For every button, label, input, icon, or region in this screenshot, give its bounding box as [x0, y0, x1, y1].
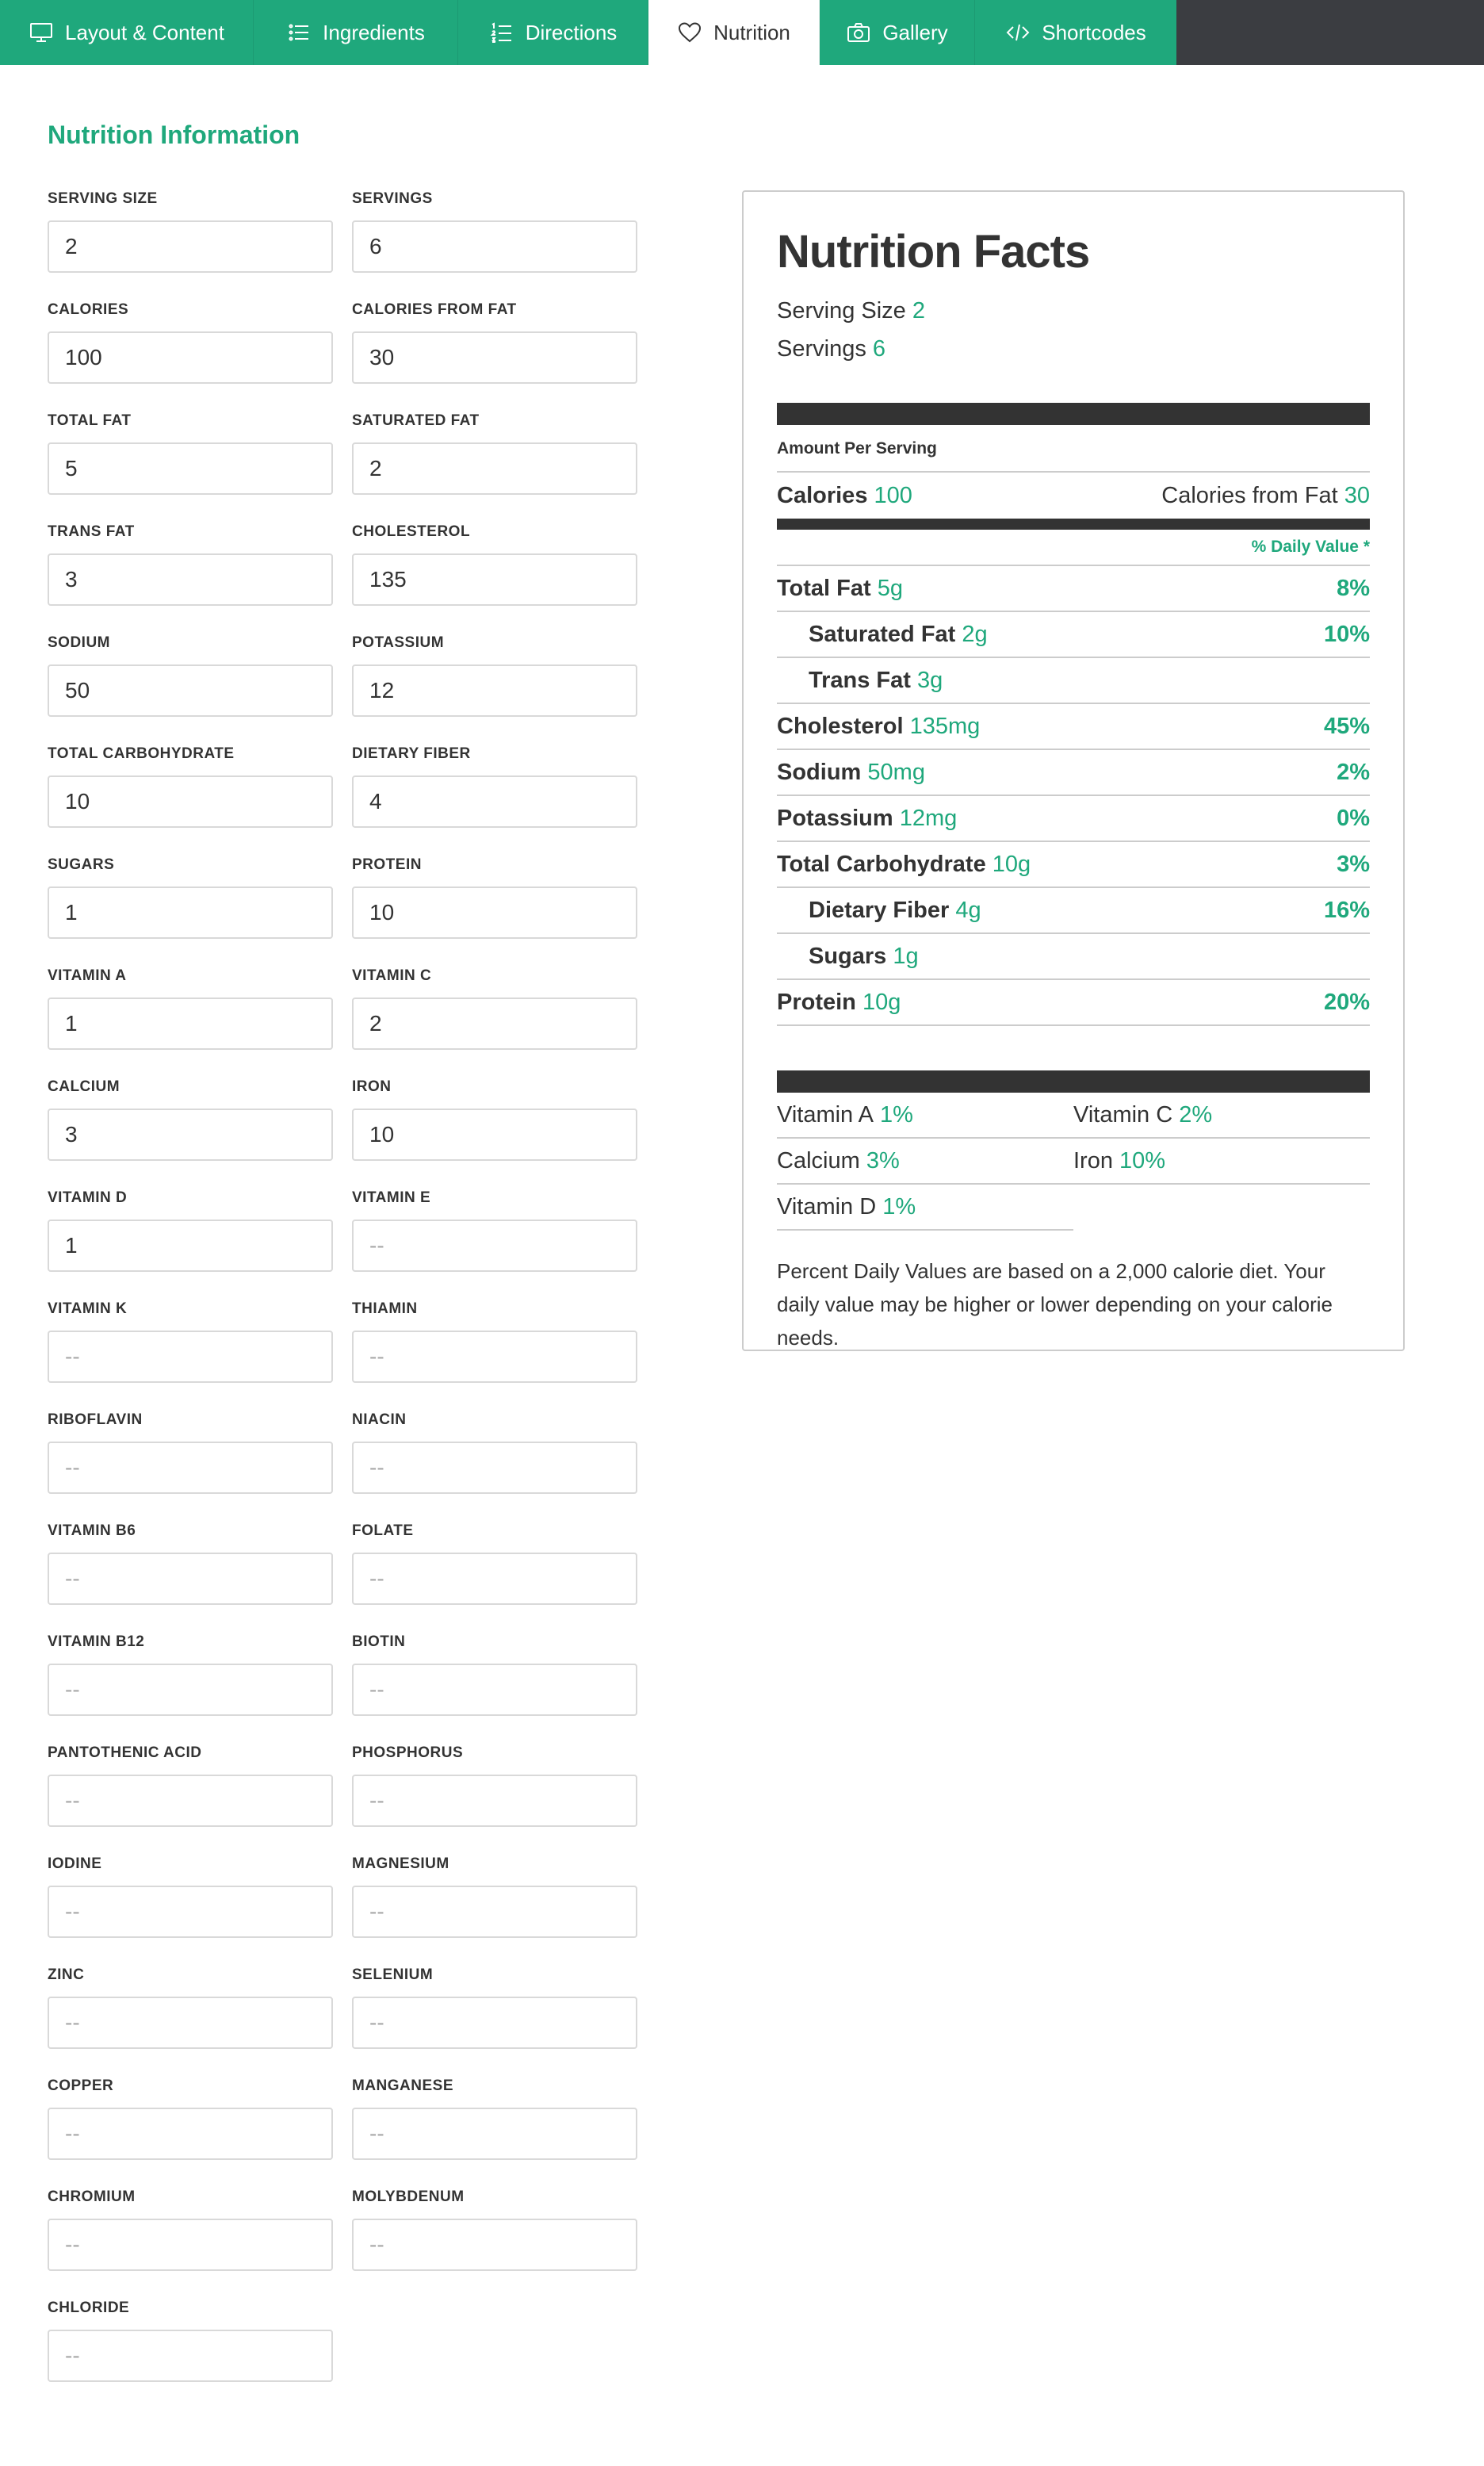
tab-label: Shortcodes — [1042, 20, 1146, 44]
field-label: CALORIES FROM FAT — [352, 301, 517, 318]
field-label: ZINC — [48, 1966, 85, 1983]
vitamin-cell — [1073, 1139, 1370, 1185]
thick-divider — [777, 1070, 1370, 1093]
nutrient-name: Saturated Fat — [809, 621, 956, 647]
camera-icon — [846, 20, 871, 45]
amount-per-serving: Amount Per Serving — [777, 425, 1370, 473]
nutrient-amount: 10g — [862, 989, 901, 1015]
nutrient-row — [777, 658, 1370, 704]
nutrient-amount: 12mg — [899, 805, 958, 831]
magnesium-input[interactable] — [352, 1886, 637, 1938]
field-riboflavin — [48, 1407, 333, 1518]
field-label: FOLATE — [352, 1522, 414, 1539]
field-pantothenic-acid — [48, 1740, 333, 1851]
field-zinc — [48, 1962, 333, 2073]
field-niacin — [352, 1407, 637, 1518]
nutrient-rows — [777, 566, 1370, 1026]
nutrient-daily-value: 45% — [1323, 713, 1370, 739]
tab-directions[interactable] — [458, 0, 648, 65]
field-selenium — [352, 1962, 637, 2073]
field-label: MANGANESE — [352, 2077, 454, 2094]
calories-from-fat-input[interactable] — [352, 331, 637, 384]
vitamin-cell — [777, 1093, 1073, 1139]
field-manganese — [352, 2073, 637, 2184]
field-serving-size — [48, 186, 333, 297]
vitamin-cell — [1073, 1093, 1370, 1139]
field-sodium — [48, 630, 333, 741]
nutrient-daily-value: 20% — [1323, 989, 1370, 1015]
servings-label: Servings — [777, 336, 866, 362]
field-label: VITAMIN K — [48, 1300, 128, 1317]
saturated-fat-input[interactable] — [352, 442, 637, 495]
potassium-input[interactable] — [352, 664, 637, 717]
field-label: MOLYBDENUM — [352, 2188, 465, 2205]
field-magnesium — [352, 1851, 637, 1962]
vitamin-c-input[interactable] — [352, 998, 637, 1050]
field-protein — [352, 852, 637, 963]
field-label: CHOLESTEROL — [352, 523, 471, 540]
tab-label: Ingredients — [323, 20, 425, 44]
nutrient-daily-value: 0% — [1337, 805, 1370, 831]
serving-size-value: 2 — [912, 298, 926, 324]
numbered-list-icon — [489, 20, 514, 45]
field-vitamin-b6 — [48, 1518, 333, 1629]
vitamin-value: 1% — [882, 1193, 916, 1220]
monitor-icon — [29, 20, 54, 45]
field-label: SERVINGS — [352, 190, 433, 207]
servings-line — [777, 330, 1370, 368]
servings-value: 6 — [872, 336, 886, 362]
vitamin-grid — [777, 1093, 1370, 1231]
field-molybdenum — [352, 2184, 637, 2295]
field-servings — [352, 186, 637, 297]
nutrient-row — [777, 566, 1370, 612]
field-calories — [48, 297, 333, 408]
selenium-input[interactable] — [352, 1997, 637, 2049]
biotin-input[interactable] — [352, 1664, 637, 1716]
tab-bar — [0, 0, 1484, 65]
calories-value: 100 — [874, 482, 912, 508]
field-label: CHROMIUM — [48, 2188, 136, 2205]
dietary-fiber-input[interactable] — [352, 775, 637, 828]
field-label: VITAMIN C — [352, 967, 432, 984]
nutrient-name: Potassium — [777, 805, 893, 831]
field-thiamin — [352, 1296, 637, 1407]
nutrient-daily-value: 3% — [1337, 851, 1370, 877]
field-vitamin-e — [352, 1185, 637, 1296]
vitamin-cell — [777, 1185, 1073, 1231]
serving-size-line — [777, 292, 1370, 330]
molybdenum-input[interactable] — [352, 2219, 637, 2271]
nutrient-amount: 135mg — [909, 713, 981, 739]
niacin-input[interactable] — [352, 1442, 637, 1494]
nutrient-amount: 5g — [877, 575, 904, 601]
chloride-input[interactable] — [48, 2330, 333, 2382]
folate-input[interactable] — [352, 1553, 637, 1605]
tab-label: Gallery — [882, 20, 948, 44]
field-trans-fat — [48, 519, 333, 630]
calories-input[interactable] — [48, 331, 333, 384]
nutrient-name: Sugars — [809, 943, 887, 969]
vitamin-name: Iron — [1073, 1147, 1113, 1174]
field-label: BIOTIN — [352, 1633, 406, 1650]
field-folate — [352, 1518, 637, 1629]
tab-layout-content[interactable] — [0, 0, 254, 65]
nutrient-name: Cholesterol — [777, 713, 904, 739]
nutrient-row — [777, 704, 1370, 750]
tab-shortcodes[interactable] — [975, 0, 1176, 65]
servings-input[interactable] — [352, 220, 637, 273]
field-chloride — [48, 2295, 333, 2406]
heart-icon — [677, 20, 702, 45]
field-total-carbohydrate — [48, 741, 333, 852]
vitamin-value: 10% — [1119, 1147, 1166, 1174]
nutrient-amount: 10g — [992, 851, 1031, 877]
field-chromium — [48, 2184, 333, 2295]
field-sugars — [48, 852, 333, 963]
calories-row — [777, 473, 1370, 519]
field-biotin — [352, 1629, 637, 1740]
nutrient-daily-value: 16% — [1323, 897, 1370, 923]
chromium-input[interactable] — [48, 2219, 333, 2271]
nutrient-amount: 50mg — [867, 759, 925, 785]
nutrient-name: Sodium — [777, 759, 862, 785]
field-saturated-fat — [352, 408, 637, 519]
field-label: TOTAL FAT — [48, 412, 132, 429]
vitamin-k-input[interactable] — [48, 1331, 333, 1383]
field-label: SODIUM — [48, 634, 110, 651]
vitamin-value: 3% — [866, 1147, 900, 1174]
pantothenic-acid-input[interactable] — [48, 1775, 333, 1827]
field-label: IODINE — [48, 1855, 102, 1872]
vitamin-name: Calcium — [777, 1147, 860, 1174]
field-label: THIAMIN — [352, 1300, 418, 1317]
copper-input[interactable] — [48, 2108, 333, 2160]
field-label: VITAMIN E — [352, 1189, 431, 1206]
vitamin-value: 2% — [1179, 1101, 1213, 1128]
vitamin-e-input[interactable] — [352, 1220, 637, 1272]
field-label: SATURATED FAT — [352, 412, 480, 429]
nutrient-amount: 1g — [893, 943, 919, 969]
vitamin-a-input[interactable] — [48, 998, 333, 1050]
section-title: Nutrition Information — [48, 121, 300, 149]
field-label: COPPER — [48, 2077, 114, 2094]
nutrient-row — [777, 934, 1370, 980]
code-icon — [1005, 20, 1031, 45]
field-cholesterol — [352, 519, 637, 630]
tab-nutrition[interactable] — [648, 0, 820, 65]
phosphorus-input[interactable] — [352, 1775, 637, 1827]
vitamin-b6-input[interactable] — [48, 1553, 333, 1605]
field-dietary-fiber — [352, 741, 637, 852]
calories-fat-label: Calories from Fat — [1161, 482, 1338, 508]
nutrient-amount: 3g — [917, 667, 943, 693]
riboflavin-input[interactable] — [48, 1442, 333, 1494]
calories-fat-value: 30 — [1344, 482, 1370, 508]
nutrient-name: Trans Fat — [809, 667, 911, 693]
field-vitamin-a — [48, 963, 333, 1074]
list-icon — [286, 20, 312, 45]
nutrient-amount: 4g — [955, 897, 981, 923]
field-copper — [48, 2073, 333, 2184]
field-iron — [352, 1074, 637, 1185]
thiamin-input[interactable] — [352, 1331, 637, 1383]
field-label: VITAMIN B12 — [48, 1633, 145, 1650]
field-label: CALORIES — [48, 301, 129, 318]
trans-fat-input[interactable] — [48, 553, 333, 606]
nutrition-facts-title: Nutrition Facts — [777, 226, 1090, 278]
field-label: RIBOFLAVIN — [48, 1411, 143, 1428]
field-label: VITAMIN D — [48, 1189, 128, 1206]
nutrient-row — [777, 888, 1370, 934]
tab-label: Nutrition — [713, 20, 790, 44]
field-calcium — [48, 1074, 333, 1185]
nutrition-facts-label — [742, 190, 1405, 1351]
nutrient-name: Dietary Fiber — [809, 897, 950, 923]
calcium-input[interactable] — [48, 1109, 333, 1161]
field-label: PANTOTHENIC ACID — [48, 1744, 202, 1761]
sugars-input[interactable] — [48, 886, 333, 939]
vitamin-value: 1% — [880, 1101, 913, 1128]
iodine-input[interactable] — [48, 1886, 333, 1938]
nutrient-row — [777, 796, 1370, 842]
field-calories-from-fat — [352, 297, 637, 408]
field-label: CALCIUM — [48, 1078, 120, 1095]
field-label: IRON — [352, 1078, 392, 1095]
vitamin-name: Vitamin D — [777, 1193, 877, 1220]
field-label: POTASSIUM — [352, 634, 445, 651]
zinc-input[interactable] — [48, 1997, 333, 2049]
tab-label: Directions — [525, 20, 618, 44]
field-phosphorus — [352, 1740, 637, 1851]
field-label: VITAMIN A — [48, 967, 127, 984]
nutrient-row — [777, 612, 1370, 658]
field-vitamin-c — [352, 963, 637, 1074]
vitamin-cell — [777, 1139, 1073, 1185]
nutrient-name: Protein — [777, 989, 856, 1015]
manganese-input[interactable] — [352, 2108, 637, 2160]
serving-size-label: Serving Size — [777, 298, 906, 324]
field-total-fat — [48, 408, 333, 519]
field-label: TRANS FAT — [48, 523, 135, 540]
mid-divider — [777, 519, 1370, 530]
nutrient-name: Total Fat — [777, 575, 871, 601]
nutrient-row — [777, 980, 1370, 1026]
field-label: TOTAL CARBOHYDRATE — [48, 745, 235, 762]
field-potassium — [352, 630, 637, 741]
field-label: DIETARY FIBER — [352, 745, 471, 762]
field-label: SERVING SIZE — [48, 190, 158, 207]
serving-size-input[interactable] — [48, 220, 333, 273]
field-label: MAGNESIUM — [352, 1855, 449, 1872]
nutrient-name: Total Carbohydrate — [777, 851, 986, 877]
thick-divider — [777, 403, 1370, 425]
field-label: SUGARS — [48, 856, 115, 873]
iron-input[interactable] — [352, 1109, 637, 1161]
tab-label: Layout & Content — [65, 20, 224, 44]
field-iodine — [48, 1851, 333, 1962]
cholesterol-input[interactable] — [352, 553, 637, 606]
nutrient-daily-value: 2% — [1337, 759, 1370, 785]
nutrient-row — [777, 842, 1370, 888]
vitamin-name: Vitamin C — [1073, 1101, 1173, 1128]
nutrient-daily-value: 10% — [1323, 621, 1370, 647]
nutrient-amount: 2g — [962, 621, 988, 647]
vitamin-d-input[interactable] — [48, 1220, 333, 1272]
field-vitamin-d — [48, 1185, 333, 1296]
vitamin-name: Vitamin A — [777, 1101, 874, 1128]
field-label: NIACIN — [352, 1411, 407, 1428]
vitamin-b12-input[interactable] — [48, 1664, 333, 1716]
daily-value-header: % Daily Value * — [777, 530, 1370, 566]
total-carbohydrate-input[interactable] — [48, 775, 333, 828]
total-fat-input[interactable] — [48, 442, 333, 495]
tab-ingredients[interactable] — [254, 0, 458, 65]
field-label: PROTEIN — [352, 856, 422, 873]
sodium-input[interactable] — [48, 664, 333, 717]
field-vitamin-k — [48, 1296, 333, 1407]
calories-label: Calories — [777, 482, 868, 508]
protein-input[interactable] — [352, 886, 637, 939]
field-label: VITAMIN B6 — [48, 1522, 136, 1539]
nutrient-row — [777, 750, 1370, 796]
nutrition-form — [48, 186, 639, 2406]
field-label: PHOSPHORUS — [352, 1744, 464, 1761]
tabs — [0, 0, 1176, 65]
field-label: CHLORIDE — [48, 2299, 130, 2316]
tab-gallery[interactable] — [820, 0, 975, 65]
field-label: SELENIUM — [352, 1966, 434, 1983]
nutrient-daily-value: 8% — [1337, 575, 1370, 601]
footnote: Percent Daily Values are based on a 2,000 calorie diet. Your daily value may be higher or lower depending on your calorie needs. — [777, 1259, 1333, 1350]
field-vitamin-b12 — [48, 1629, 333, 1740]
